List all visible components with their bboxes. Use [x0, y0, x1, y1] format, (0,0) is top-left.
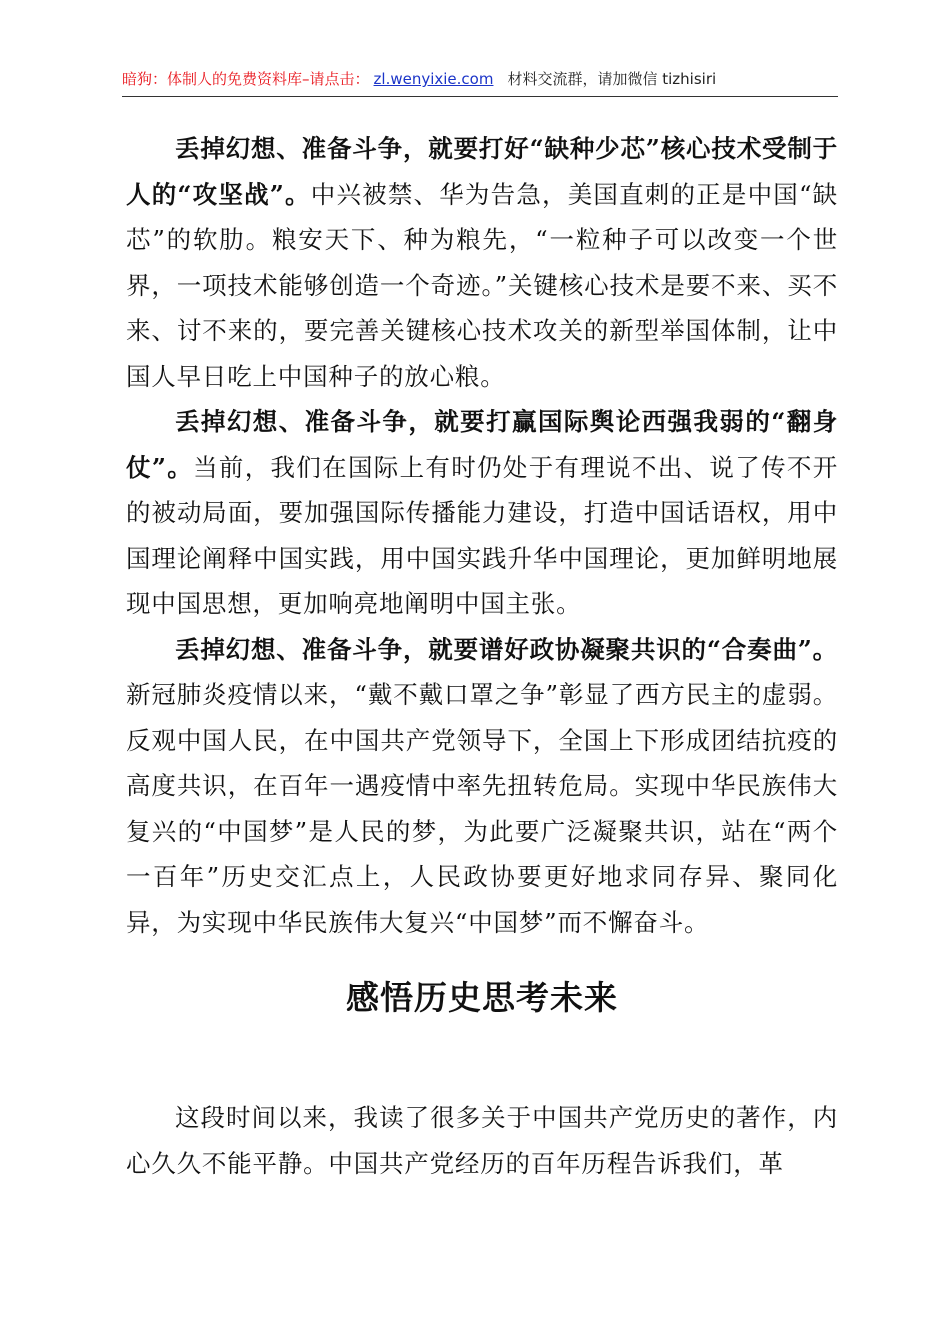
- paragraph-2: [126, 399, 838, 627]
- section-body: [126, 1095, 838, 1186]
- paragraph-3-body: 新冠肺炎疫情以来，“戴不戴口罩之争”彰显了西方民主的虚弱。反观中国人民，在中国共产党领导下，全国上下形成团结抗疫的高度共识，在百年一遇疫情中率先扭转危局。实现中华民族伟大复兴的“中国梦”是人民的梦，为此要广泛凝聚共识，站在“两个一百年”历史交汇点上，人民政协要更好地求同存异、聚同化异，为实现中华民族伟大复兴“中国梦”而不懈奋斗。: [126, 680, 838, 937]
- section-paragraph: 这段时间以来，我读了很多关于中国共产党历史的著作，内心久久不能平静。中国共产党经历的百年历程告诉我们，革: [126, 1103, 838, 1178]
- paragraph-1: [126, 126, 838, 399]
- paragraph-3: [126, 627, 838, 946]
- paragraph-1-body: 中兴被禁、华为告急，美国直刺的正是中国“缺芯”的软肋。粮安天下、种为粮先，“一粒种子可以改变一个世界，一项技术能够创造一个奇迹。”关键核心技术是要不来、买不来、讨不来的，要完善关键核心技术攻关的新型举国体制，让中国人早日吃上中国种子的放心粮。: [126, 179, 838, 391]
- header-wechat-group: 材料交流群，请加微信 tizhisiri: [507, 70, 717, 88]
- paragraph-3-lead: 丢掉幻想、准备斗争，就要谱好政协凝聚共识的“合奏曲”。: [175, 634, 838, 664]
- page-header: [122, 66, 838, 97]
- header-url-link[interactable]: zl.wenyixie.com: [373, 70, 494, 88]
- paragraph-1-lead: 丢掉幻想、准备斗争，就要打好“缺种少芯”核心技术受制于人的“攻坚战”。: [126, 134, 838, 209]
- paragraph-2-body: 当前，我们在国际上有时仍处于有理说不出、说了传不开的被动局面，要加强国际传播能力建设，打造中国话语权，用中国理论阐释中国实践，用中国实践升华中国理论，更加鲜明地展现中国思想，更加响亮地阐明中国主张。: [126, 452, 839, 618]
- header-site-name: 暗狗：体制人的免费资料库: [122, 70, 303, 88]
- article-body: [126, 126, 838, 945]
- paragraph-2-lead: 丢掉幻想、准备斗争，就要打赢国际舆论西强我弱的“翻身仗”。: [126, 407, 838, 482]
- section-title: 感悟历史思考未来: [346, 978, 618, 1017]
- header-click-prompt: –请点击：: [302, 70, 370, 88]
